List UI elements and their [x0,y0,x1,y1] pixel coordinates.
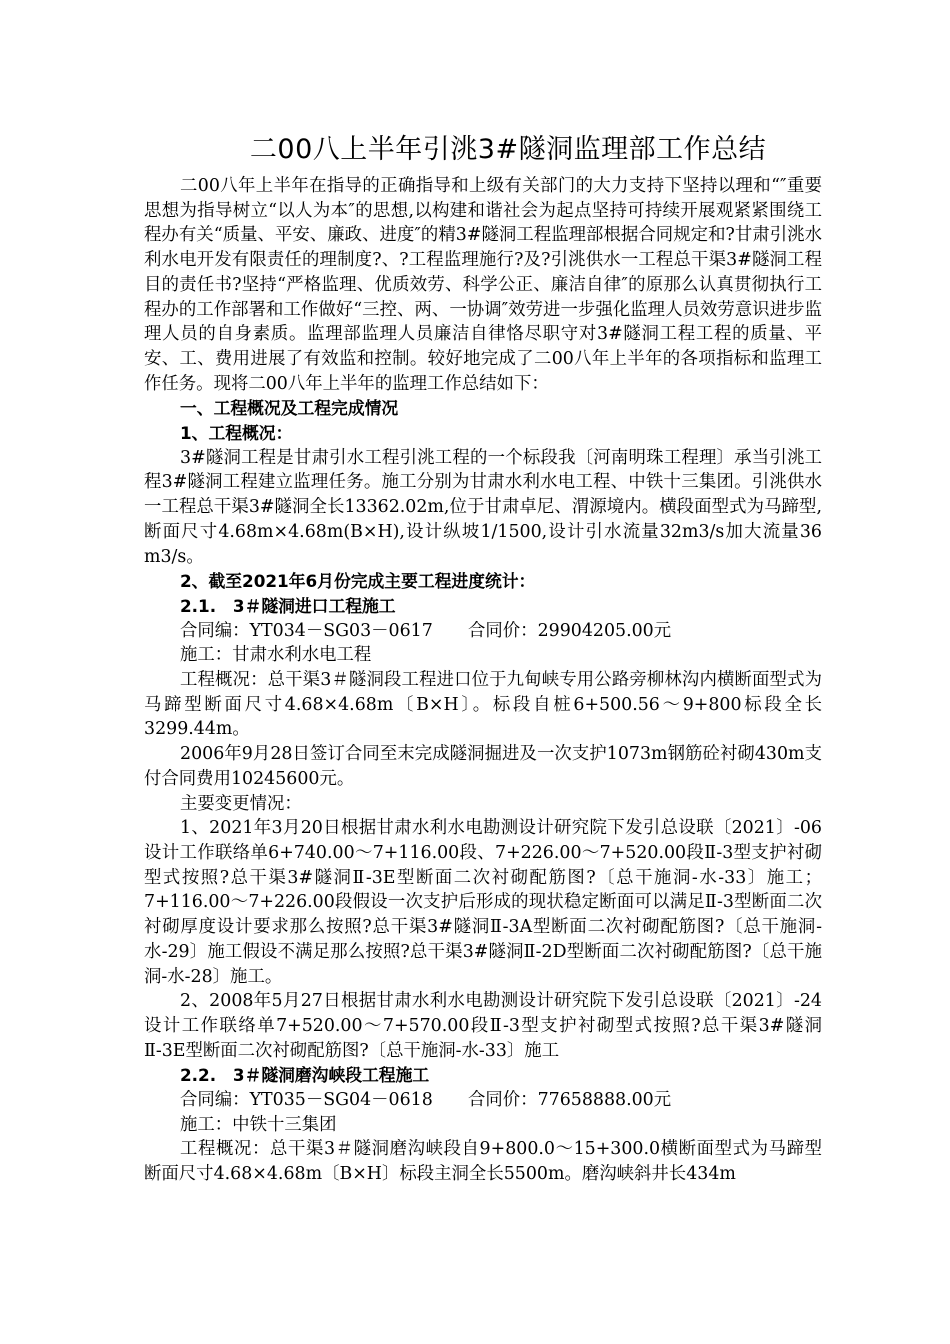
section-heading-1-2: 2、截至2021年6月份完成主要工程进度统计： [180,571,536,592]
intro-paragraph: 二00八年上半年在指导的正确指导和上级有关部门的大力支持下坚持以理和“″重要思想为指导树立“以人为本″的思想,以构建和谐社会为起点坚持可持续开展观紧紧围绕工程办有关“质量、平安、廉政、进度″的精3#隧洞工程监理部根据合同规定和?甘肃引洮水利水电开发有限责任的理制度?、?工程监理施行?及?引洮供水一工程总干渠3#隧洞工程目的责任书?坚持“严格监理、优质效劳、科学公正、廉洁自律″的原那么认真贯彻执行工程办的工作部署和工作做好“三控、两、一协调″效劳进一步强化监理人员效劳意识进步监理人员的自身素质。监理部监理人员廉洁自律恪尽职守对3#隧洞工程工程的质量、平安、工、费用进展了有效监和控制。较好地完成了二00八年上半年的各项指标和监理工作任务。现将二00八年上半年的监理工作总结如下： [144,176,822,394]
contract-price: 合同价：77658888.00元 [468,1090,672,1111]
progress-paragraph-1: 2006年9月28日签订合同至末完成隧洞掘进及一次支护1073m钢筋砼衬砌430m支付合同费用10245600元。 [144,744,822,789]
contract-number: 合同编：YT034－SG03－0617 [180,620,433,641]
overview-paragraph: 3#隧洞工程是甘肃引水工程引洮工程的一个标段我〔河南明珠工程理〕承当引洮工程3#隧洞工程建立监理任务。施工分别为甘肃水利水电工程、中铁十三集团。引洮供水一工程总干渠3#隧洞全长13362.02m,位于甘肃卓尼、渭源境内。横段面型式为马蹄型,断面尺寸4.68m×4.68m(B×H),设计纵坡1/1500,设计引水流量32m3/s加大流量36 m3/s。 [144,447,822,567]
contract-info-row-1 [144,619,822,644]
change-item-1: 1、2021年3月20日根据甘肃水利水电勘测设计研究院下发引总设联〔2021〕-06设计工作联络单6+740.00～7+116.00段、7+226.00～7+520.00段Ⅱ-3型支护衬砌型式按照?总干渠3#隧洞Ⅱ-3E型断面二次衬砌配筋图?〔总干施洞-水-33〕施工；7+116.00～7+226.00段假设一次支护后形成的现状稳定断面可以满足Ⅱ-3型断面二次衬砌厚度设计要求那么按照?总干渠3#隧洞Ⅱ-3A型断面二次衬砌配筋图?〔总干施洞-水-29〕施工假设不满足那么按照?总干渠3#隧洞Ⅱ-2D型断面二次衬砌配筋图?〔总干施洞-水-28〕施工。 [144,818,822,987]
section-heading-1-1: 1、工程概况： [180,423,293,444]
contract-info-row-2 [144,1088,822,1113]
change-item-2: 2、2008年5月27日根据甘肃水利水电勘测设计研究院下发引总设联〔2021〕-24设计工作联络单7+520.00～7+570.00段Ⅱ-3型支护衬砌型式按照?总干渠3#隧洞Ⅱ-3E型断面二次衬砌配筋图?〔总干施洞-水-33〕施工 [144,991,822,1061]
project-overview-1: 工程概况：总干渠3＃隧洞段工程进口位于九甸峡专用公路旁柳林沟内横断面型式为马蹄型断面尺寸4.68×4.68m〔B×H〕。标段自桩6+500.56～9+800标段全长3299.44m。 [144,670,822,740]
project-overview-2: 工程概况：总干渠3＃隧洞磨沟峡段自9+800.0～15+300.0横断面型式为马蹄型断面尺寸4.68×4.68m〔B×H〕标段主洞全长5500m。磨沟峡斜井长434m [144,1139,822,1185]
document-body [144,174,822,1187]
subsection-heading-2-1: 2.1. 3＃隧洞进口工程施工 [180,595,396,616]
subsection-heading-2-2: 2.2. 3＃隧洞磨沟峡段工程施工 [180,1065,430,1086]
contract-number: 合同编：YT035－SG04－0618 [180,1090,433,1111]
document-title: 二00八上半年引洮3#隧洞监理部工作总结 [249,134,767,165]
section-heading-1: 一、工程概况及工程完成情况 [180,398,399,419]
contract-price: 合同价：29904205.00元 [468,620,672,641]
changes-label: 主要变更情况： [180,793,302,814]
builder-line: 施工：甘肃水利水电工程 [180,645,372,666]
builder-line: 施工：中铁十三集团 [180,1114,337,1135]
